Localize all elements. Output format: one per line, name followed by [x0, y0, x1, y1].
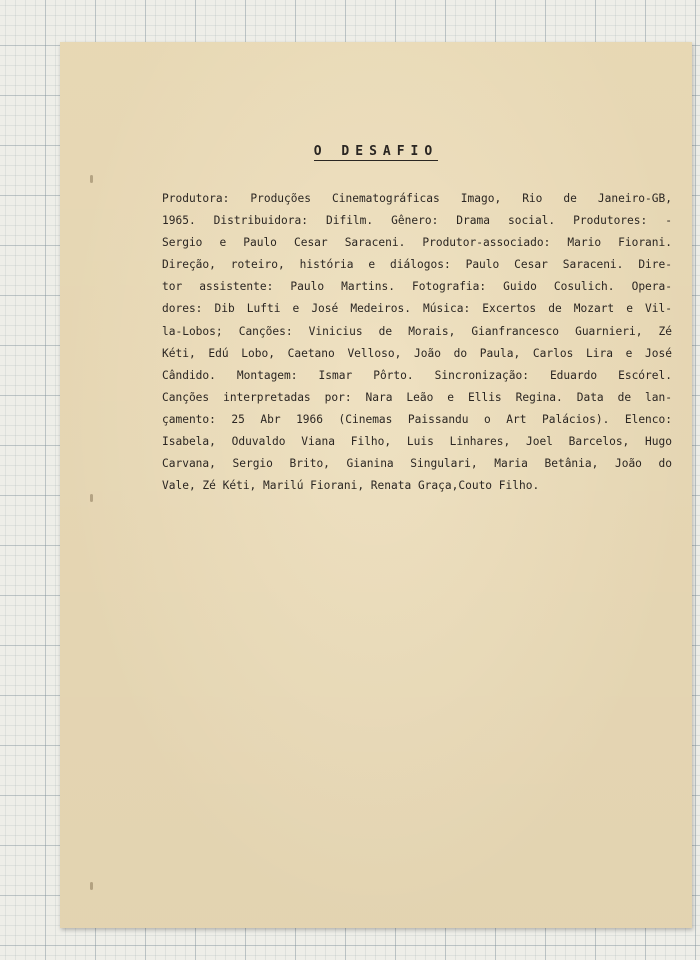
body-line: la-Lobos; Canções: Vinicius de Morais, Gianfrancesco Guarnieri, Zé	[162, 324, 672, 338]
body-line: Sergio e Paulo Cesar Saraceni. Produtor-associado: Mario Fiorani.	[162, 236, 672, 250]
body-line: Isabela, Oduvaldo Viana Filho, Luis Linhares, Joel Barcelos, Hugo	[162, 435, 672, 449]
punch-hole-mark	[90, 175, 93, 183]
body-line: Direção, roteiro, história e diálogos: Paulo Cesar Saraceni. Dire-	[162, 258, 672, 272]
body-line: 1965. Distribuidora: Difilm. Gênero: Drama social. Produtores: -	[162, 214, 672, 228]
punch-hole-mark	[90, 882, 93, 890]
body-line: Carvana, Sergio Brito, Gianina Singulari, Maria Betânia, João do	[162, 457, 672, 471]
document-body	[162, 188, 672, 497]
document-title: O DESAFIO	[313, 144, 439, 159]
body-line: Cândido. Montagem: Ismar Pôrto. Sincronização: Eduardo Escórel.	[162, 368, 672, 382]
body-line: çamento: 25 Abr 1966 (Cinemas Paissandu o Art Palácios). Elenco:	[162, 412, 672, 426]
paper-sheet	[60, 42, 692, 928]
body-line: dores: Dib Lufti e José Medeiros. Música: Excertos de Mozart e Vil-	[162, 302, 672, 316]
body-line: Kéti, Edú Lobo, Caetano Velloso, João do Paula, Carlos Lira e José	[162, 346, 672, 360]
body-line: Produtora: Produções Cinematográficas Imago, Rio de Janeiro-GB,	[162, 192, 672, 205]
body-line: Vale, Zé Kéti, Marilú Fiorani, Renata Graça,Couto Filho.	[162, 479, 540, 493]
punch-hole-mark	[90, 494, 93, 502]
body-line: Canções interpretadas por: Nara Leão e Ellis Regina. Data de lan-	[162, 390, 672, 404]
body-line: tor assistente: Paulo Martins. Fotografia: Guido Cosulich. Opera-	[162, 280, 672, 294]
